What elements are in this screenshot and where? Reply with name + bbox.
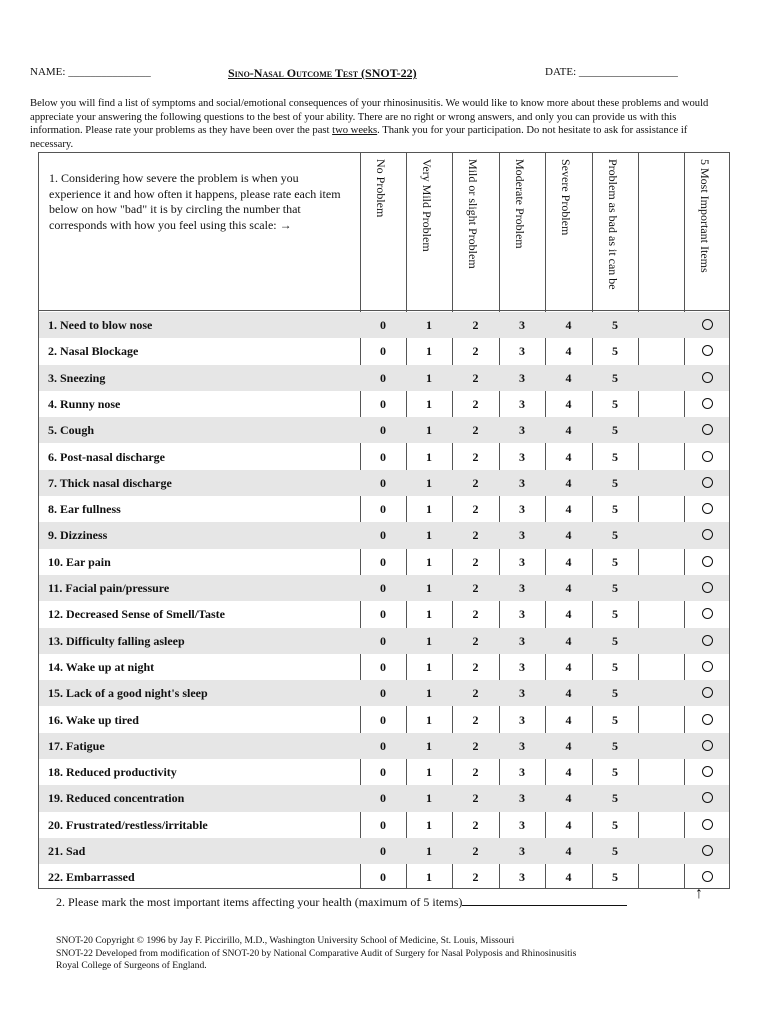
important-item-circle[interactable] bbox=[702, 398, 713, 409]
table-row bbox=[39, 444, 729, 470]
rating-option[interactable]: 0 bbox=[380, 870, 386, 885]
rating-option[interactable]: 3 bbox=[519, 554, 525, 569]
important-item-circle[interactable] bbox=[702, 608, 713, 619]
column-header: No Problem bbox=[374, 159, 388, 218]
symptom-label: 4. Runny nose bbox=[48, 396, 121, 411]
rating-option[interactable]: 3 bbox=[519, 449, 525, 464]
rating-option[interactable]: 5 bbox=[612, 870, 618, 885]
rating-option[interactable]: 2 bbox=[472, 396, 479, 411]
rating-option[interactable]: 5 bbox=[612, 318, 618, 332]
rating-option[interactable]: 1 bbox=[426, 528, 432, 543]
intro-text-before: Below you will find a list of symptoms and social/emotional consequences of your rhinosinusitis. We would like to know more about these problems and would appreciate your answering the following questions to the best of your ability. There are no right or wrong answers, and only you can provide us with this information. Please rate your problems as they have been over the past bbox=[30, 98, 709, 137]
rating-option[interactable]: 1 bbox=[426, 712, 432, 727]
rating-option[interactable]: 5 bbox=[612, 686, 618, 701]
rating-option[interactable]: 4 bbox=[565, 791, 572, 806]
rating-option[interactable]: 3 bbox=[519, 396, 525, 411]
symptom-label: 18. Reduced productivity bbox=[48, 765, 177, 780]
rating-option[interactable]: 5 bbox=[612, 475, 618, 490]
important-item-circle[interactable] bbox=[702, 477, 713, 488]
rating-option[interactable]: 2 bbox=[472, 607, 479, 622]
rating-option[interactable]: 4 bbox=[565, 765, 572, 780]
symptom-label: 3. Sneezing bbox=[48, 370, 106, 385]
table-row bbox=[39, 338, 729, 364]
rating-option[interactable]: 3 bbox=[519, 344, 525, 359]
rating-option[interactable]: 2 bbox=[472, 475, 479, 490]
table-row bbox=[39, 496, 729, 522]
table-row bbox=[39, 391, 729, 417]
footer-line: Royal College of Surgeons of England. bbox=[56, 960, 207, 972]
important-item-circle[interactable] bbox=[702, 661, 713, 672]
rating-option[interactable]: 5 bbox=[612, 554, 618, 569]
rating-option[interactable]: 0 bbox=[380, 581, 386, 595]
rating-option[interactable]: 2 bbox=[472, 344, 479, 359]
rating-option[interactable]: 2 bbox=[472, 449, 479, 464]
rating-option[interactable]: 5 bbox=[612, 712, 618, 727]
symptom-label: 10. Ear pain bbox=[48, 554, 111, 569]
table-row bbox=[39, 365, 729, 391]
rating-option[interactable]: 0 bbox=[380, 318, 386, 332]
table-row bbox=[39, 522, 729, 548]
column-header: Moderate Problem bbox=[513, 159, 527, 249]
rating-option[interactable]: 0 bbox=[380, 607, 386, 622]
rating-option[interactable]: 5 bbox=[612, 396, 618, 411]
rating-option[interactable]: 1 bbox=[426, 738, 432, 753]
rating-option[interactable]: 3 bbox=[519, 712, 525, 727]
rating-option[interactable]: 3 bbox=[519, 370, 525, 385]
symptom-label: 7. Thick nasal discharge bbox=[48, 475, 172, 490]
column-header: Severe Problem bbox=[559, 159, 573, 236]
rating-option[interactable]: 0 bbox=[380, 844, 386, 858]
symptom-label: 19. Reduced concentration bbox=[48, 791, 185, 806]
rating-option[interactable]: 0 bbox=[380, 712, 386, 727]
rating-option[interactable]: 5 bbox=[612, 449, 618, 464]
rating-option[interactable]: 5 bbox=[612, 581, 618, 595]
footer-line: SNOT-22 Developed from modification of SNOT-20 by National Comparative Audit of Surgery for Nasal Polyposis and Rhinosinusitis bbox=[56, 947, 577, 959]
table-row bbox=[39, 628, 729, 654]
table-row bbox=[39, 601, 729, 627]
rating-option[interactable]: 3 bbox=[519, 502, 525, 517]
rating-option[interactable]: 0 bbox=[380, 817, 386, 832]
rating-option[interactable]: 3 bbox=[519, 791, 525, 806]
column-header: Problem as bad as it can be bbox=[606, 159, 620, 290]
rating-option[interactable]: 4 bbox=[565, 528, 572, 543]
important-item-circle[interactable] bbox=[702, 766, 713, 777]
rating-option[interactable]: 3 bbox=[519, 607, 525, 622]
column-header: Mild or slight Problem bbox=[466, 159, 480, 269]
rating-option[interactable]: 3 bbox=[519, 659, 525, 674]
symptom-label: 1. Need to blow nose bbox=[48, 318, 153, 332]
rating-option[interactable]: 2 bbox=[472, 817, 479, 832]
rating-option[interactable]: 2 bbox=[472, 528, 479, 543]
rating-option[interactable]: 2 bbox=[472, 581, 479, 595]
rating-option[interactable]: 0 bbox=[380, 528, 386, 543]
important-item-circle[interactable] bbox=[702, 319, 713, 330]
table-row bbox=[39, 785, 729, 811]
rating-option[interactable]: 4 bbox=[565, 607, 572, 622]
table-row bbox=[39, 680, 729, 706]
important-item-circle[interactable] bbox=[702, 556, 713, 567]
table-row bbox=[39, 417, 729, 443]
intro-text-after: . Thank you for your participation. Do not hesitate to ask for assistance if necessary. bbox=[30, 125, 688, 150]
date-field-label: DATE: __________________ bbox=[545, 66, 678, 78]
rating-option[interactable]: 4 bbox=[565, 686, 572, 701]
important-item-circle[interactable] bbox=[702, 635, 713, 646]
important-item-circle[interactable] bbox=[702, 345, 713, 356]
rating-option[interactable]: 2 bbox=[472, 502, 479, 517]
intro-underlined: two weeks bbox=[332, 125, 378, 137]
important-item-circle[interactable] bbox=[702, 871, 713, 882]
rating-option[interactable]: 2 bbox=[472, 554, 479, 569]
rating-option[interactable]: 1 bbox=[426, 449, 432, 464]
symptom-label: 21. Sad bbox=[48, 844, 86, 858]
rating-option[interactable]: 5 bbox=[612, 633, 618, 648]
rating-option[interactable]: 3 bbox=[519, 633, 525, 648]
rating-option[interactable]: 5 bbox=[612, 659, 618, 674]
table-row bbox=[39, 312, 729, 338]
table-row bbox=[39, 470, 729, 496]
symptom-label: 9. Dizziness bbox=[48, 528, 108, 543]
rating-option[interactable]: 0 bbox=[380, 659, 386, 674]
rating-option[interactable]: 2 bbox=[472, 738, 479, 753]
rating-option[interactable]: 3 bbox=[519, 423, 525, 438]
rating-option[interactable]: 2 bbox=[472, 712, 479, 727]
rating-option[interactable]: 1 bbox=[426, 659, 432, 674]
table-row bbox=[39, 654, 729, 680]
table-row bbox=[39, 549, 729, 575]
symptom-label: 11. Facial pain/pressure bbox=[48, 581, 170, 595]
rating-option[interactable]: 4 bbox=[565, 633, 572, 648]
rating-option[interactable]: 2 bbox=[472, 844, 479, 858]
footer-line: SNOT-20 Copyright © 1996 by Jay F. Piccirillo, M.D., Washington University School of Medicine, St. Louis, Missouri bbox=[56, 935, 515, 946]
symptom-label: 16. Wake up tired bbox=[48, 712, 139, 727]
table-row bbox=[39, 733, 729, 759]
important-item-circle[interactable] bbox=[702, 819, 713, 830]
rating-option[interactable]: 2 bbox=[472, 423, 479, 438]
rating-option[interactable]: 1 bbox=[426, 344, 432, 359]
question-2-text bbox=[56, 895, 627, 910]
symptom-label: 6. Post-nasal discharge bbox=[48, 449, 165, 464]
rating-option[interactable]: 4 bbox=[565, 449, 572, 464]
question-1-text: 1. Considering how severe the problem is when you experience it and how often it happens, please rate each item below on how "bad" it is by circling the number that corresponds with how you feel using this scale: → bbox=[49, 171, 341, 232]
important-item-circle[interactable] bbox=[702, 424, 713, 435]
question-2-answer-line[interactable] bbox=[462, 895, 627, 906]
table-row bbox=[39, 707, 729, 733]
symptom-label: 15. Lack of a good night's sleep bbox=[48, 686, 208, 701]
rating-option[interactable]: 3 bbox=[519, 581, 525, 595]
question-2-label: 2. Please mark the most important items affecting your health (maximum of 5 items) bbox=[56, 895, 463, 909]
rating-option[interactable]: 2 bbox=[472, 633, 479, 648]
symptom-table bbox=[38, 152, 730, 889]
footer-copyright bbox=[56, 935, 576, 973]
important-item-circle[interactable] bbox=[702, 451, 713, 462]
rating-option[interactable]: 3 bbox=[519, 817, 525, 832]
important-item-circle[interactable] bbox=[702, 687, 713, 698]
rating-option[interactable]: 0 bbox=[380, 738, 386, 753]
rating-option[interactable]: 3 bbox=[519, 765, 525, 780]
rating-option[interactable]: 1 bbox=[426, 765, 432, 780]
table-row bbox=[39, 864, 729, 890]
rating-option[interactable]: 4 bbox=[565, 475, 572, 490]
rating-option[interactable]: 1 bbox=[426, 396, 432, 411]
rating-option[interactable]: 1 bbox=[426, 870, 432, 885]
rating-option[interactable]: 4 bbox=[565, 738, 572, 753]
rating-option[interactable]: 5 bbox=[612, 607, 618, 622]
rating-option[interactable]: 5 bbox=[612, 817, 618, 832]
rating-option[interactable]: 0 bbox=[380, 554, 386, 569]
name-field-label: NAME: _______________ bbox=[30, 66, 151, 78]
rating-option[interactable]: 0 bbox=[380, 686, 386, 701]
rating-option[interactable]: 0 bbox=[380, 765, 386, 780]
rating-option[interactable]: 1 bbox=[426, 554, 432, 569]
symptom-label: 12. Decreased Sense of Smell/Taste bbox=[48, 607, 225, 622]
important-item-circle[interactable] bbox=[702, 372, 713, 383]
rating-option[interactable]: 5 bbox=[612, 344, 618, 359]
symptom-label: 5. Cough bbox=[48, 423, 95, 438]
table-row bbox=[39, 812, 729, 838]
column-header: 5 Most Important Items bbox=[698, 159, 712, 273]
table-row bbox=[39, 575, 729, 601]
arrow-up-icon: ↑ bbox=[695, 885, 703, 902]
rating-option[interactable]: 1 bbox=[426, 633, 432, 648]
rating-option[interactable]: 1 bbox=[426, 844, 432, 858]
rating-option[interactable]: 4 bbox=[565, 581, 572, 595]
rating-option[interactable]: 4 bbox=[565, 502, 572, 517]
symptom-label: 14. Wake up at night bbox=[48, 659, 155, 674]
rating-option[interactable]: 5 bbox=[612, 844, 618, 858]
rating-option[interactable]: 4 bbox=[565, 344, 572, 359]
rating-option[interactable]: 4 bbox=[565, 396, 572, 411]
rating-option[interactable]: 2 bbox=[472, 765, 479, 780]
rating-option[interactable]: 4 bbox=[565, 817, 572, 832]
symptom-label: 17. Fatigue bbox=[48, 738, 105, 753]
important-item-circle[interactable] bbox=[702, 792, 713, 803]
rating-option[interactable]: 0 bbox=[380, 370, 386, 385]
rating-option[interactable]: 1 bbox=[426, 475, 432, 490]
rating-option[interactable]: 5 bbox=[612, 370, 618, 385]
rating-option[interactable]: 4 bbox=[565, 844, 572, 858]
rating-option[interactable]: 4 bbox=[565, 659, 572, 674]
rating-option[interactable]: 0 bbox=[380, 502, 386, 517]
rating-option[interactable]: 1 bbox=[426, 607, 432, 622]
table-row bbox=[39, 838, 729, 864]
rating-option[interactable]: 0 bbox=[380, 344, 386, 359]
rating-option[interactable]: 4 bbox=[565, 318, 572, 332]
rating-option[interactable]: 3 bbox=[519, 870, 525, 885]
rating-option[interactable]: 0 bbox=[380, 396, 386, 411]
symptom-label: 2. Nasal Blockage bbox=[48, 344, 139, 359]
rating-option[interactable]: 2 bbox=[472, 318, 479, 332]
rating-option[interactable]: 0 bbox=[380, 475, 386, 490]
rating-option[interactable]: 5 bbox=[612, 528, 618, 543]
rating-option[interactable]: 5 bbox=[612, 738, 618, 753]
rating-option[interactable]: 3 bbox=[519, 738, 525, 753]
intro-paragraph bbox=[30, 97, 720, 151]
important-item-circle[interactable] bbox=[702, 582, 713, 593]
rating-option[interactable]: 2 bbox=[472, 370, 479, 385]
rating-option[interactable]: 1 bbox=[426, 791, 432, 806]
rating-option[interactable]: 1 bbox=[426, 502, 432, 517]
symptom-label: 22. Embarrassed bbox=[48, 870, 135, 885]
table-row bbox=[39, 759, 729, 785]
rating-option[interactable]: 3 bbox=[519, 686, 525, 701]
symptom-label: 8. Ear fullness bbox=[48, 502, 121, 517]
rating-option[interactable]: 3 bbox=[519, 844, 525, 858]
rating-option[interactable]: 1 bbox=[426, 423, 432, 438]
rating-option[interactable]: 0 bbox=[380, 633, 386, 648]
rating-option[interactable]: 0 bbox=[380, 423, 386, 438]
rating-option[interactable]: 4 bbox=[565, 870, 572, 885]
rating-option[interactable]: 2 bbox=[472, 686, 479, 701]
rating-option[interactable]: 2 bbox=[472, 659, 479, 674]
rating-option[interactable]: 3 bbox=[519, 475, 525, 490]
rating-option[interactable]: 5 bbox=[612, 423, 618, 438]
rating-option[interactable]: 4 bbox=[565, 712, 572, 727]
important-item-circle[interactable] bbox=[702, 845, 713, 856]
rating-option[interactable]: 3 bbox=[519, 528, 525, 543]
important-item-circle[interactable] bbox=[702, 503, 713, 514]
column-header: Very Mild Problem bbox=[420, 159, 434, 252]
rating-option[interactable]: 1 bbox=[426, 318, 432, 332]
rating-option[interactable]: 1 bbox=[426, 817, 432, 832]
symptom-label: 13. Difficulty falling asleep bbox=[48, 633, 185, 648]
rating-option[interactable]: 1 bbox=[426, 686, 432, 701]
header-divider bbox=[39, 310, 729, 311]
rating-option[interactable]: 5 bbox=[612, 791, 618, 806]
rating-option[interactable]: 0 bbox=[380, 449, 386, 464]
rating-option[interactable]: 4 bbox=[565, 554, 572, 569]
rating-option[interactable]: 1 bbox=[426, 581, 432, 595]
important-item-circle[interactable] bbox=[702, 740, 713, 751]
symptom-label: 20. Frustrated/restless/irritable bbox=[48, 817, 208, 832]
form-title: Sino-Nasal Outcome Test (SNOT-22) bbox=[228, 66, 417, 80]
rating-option[interactable]: 1 bbox=[426, 370, 432, 385]
important-item-circle[interactable] bbox=[702, 714, 713, 725]
rating-option[interactable]: 4 bbox=[565, 423, 572, 438]
rating-option[interactable]: 5 bbox=[612, 765, 618, 780]
rating-option[interactable]: 3 bbox=[519, 318, 525, 332]
rating-option[interactable]: 0 bbox=[380, 791, 386, 806]
rating-option[interactable]: 4 bbox=[565, 370, 572, 385]
important-item-circle[interactable] bbox=[702, 529, 713, 540]
rating-option[interactable]: 2 bbox=[472, 791, 479, 806]
rating-option[interactable]: 2 bbox=[472, 870, 479, 885]
rating-option[interactable]: 5 bbox=[612, 502, 618, 517]
